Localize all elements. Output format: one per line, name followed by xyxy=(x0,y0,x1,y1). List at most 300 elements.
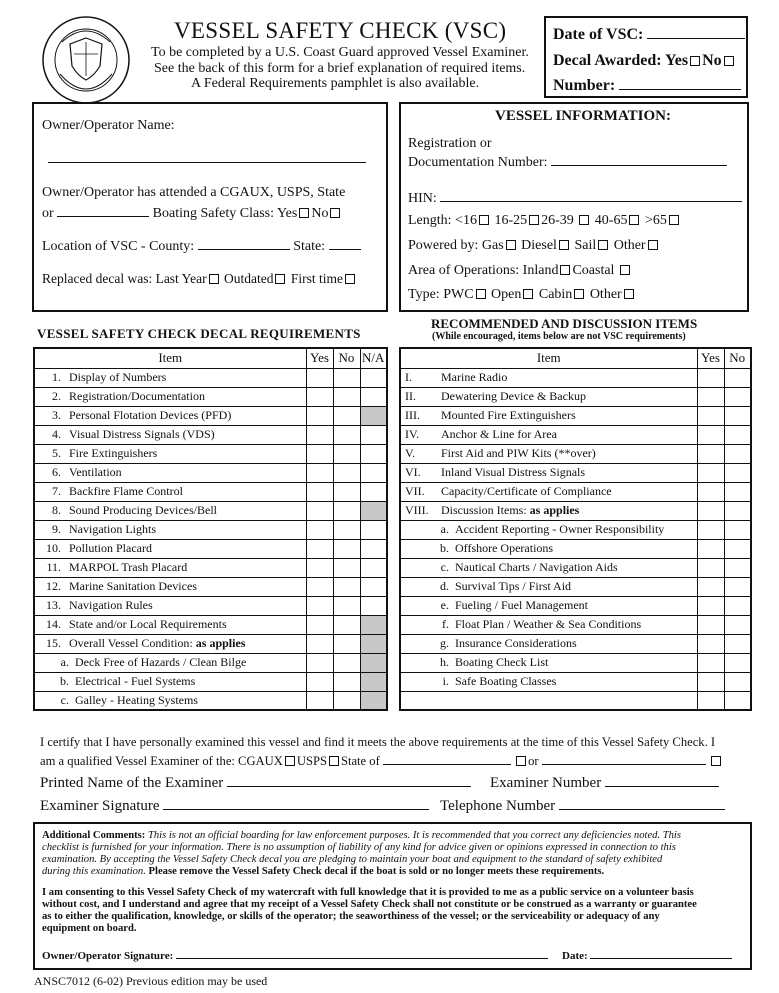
decal-na-cell[interactable] xyxy=(360,653,387,672)
decal-na-cell[interactable] xyxy=(360,596,387,615)
rec-no-cell[interactable] xyxy=(724,501,751,520)
decal-na-cell[interactable] xyxy=(360,368,387,387)
consent-line-3: as to either the qualification, knowledge, or skills of the operator; the seaworthiness of the vessel; or the serviceability or adequacy of any xyxy=(42,911,660,922)
table-row xyxy=(34,634,387,653)
rec-yes-cell[interactable] xyxy=(697,406,724,425)
decal-no-cell[interactable] xyxy=(333,406,360,425)
table-row xyxy=(34,558,387,577)
rec-no-cell[interactable] xyxy=(724,387,751,406)
rec-no-cell[interactable] xyxy=(724,520,751,539)
decal-yes-cell[interactable] xyxy=(306,558,333,577)
decal-na-cell[interactable] xyxy=(360,425,387,444)
class-no-checkbox[interactable] xyxy=(330,208,340,218)
item-number: c. xyxy=(440,560,449,574)
comments-line-3: examination. By accepting the Vessel Safety Check decal you are pledging to maintain your boat and equipment to the standard of safety exhibited xyxy=(42,854,663,865)
decal-yes-cell[interactable] xyxy=(306,691,333,710)
table-row xyxy=(34,596,387,615)
replaced-decal-row: Replaced decal was: Last Year Outdated First time xyxy=(42,271,357,287)
consent-line-2: without cost, and I understand and agree that my receipt of a Vessel Safety Check shall not constitute or be construed as a warranty or guarantee xyxy=(42,899,697,910)
table-row xyxy=(34,444,387,463)
rec-col-item-header: Item xyxy=(400,348,697,368)
attended-label: Owner/Operator has attended a CGAUX, USPS, State xyxy=(42,185,346,200)
item-label: Display of Numbers xyxy=(69,370,167,384)
recommended-items-table xyxy=(399,347,752,711)
decal-awarded-row: Decal Awarded: Yes No xyxy=(553,52,736,70)
examiner-number-field[interactable] xyxy=(605,774,719,787)
hin-field[interactable] xyxy=(440,189,742,202)
decal-item-cell xyxy=(34,444,306,463)
decal-na-cell[interactable] xyxy=(360,501,387,520)
table-row xyxy=(400,558,751,577)
decal-na-cell[interactable] xyxy=(360,615,387,634)
decal-na-cell[interactable] xyxy=(360,577,387,596)
cgaux-checkbox[interactable] xyxy=(285,756,295,766)
length-16-25-checkbox[interactable] xyxy=(529,215,539,225)
decal-item-cell xyxy=(34,539,306,558)
item-label: First Aid and PIW Kits (**over) xyxy=(441,446,596,460)
decal-no-cell[interactable] xyxy=(333,653,360,672)
decal-na-cell[interactable] xyxy=(360,520,387,539)
other-org-checkbox[interactable] xyxy=(711,756,721,766)
date-label: Date of VSC: xyxy=(553,26,745,44)
hin-row: HIN: xyxy=(408,189,742,207)
decal-number-field[interactable] xyxy=(619,77,741,90)
item-number: 13. xyxy=(46,598,61,612)
rec-yes-cell[interactable] xyxy=(697,520,724,539)
form-footer: ANSC7012 (6-02) Previous edition may be used xyxy=(34,974,268,988)
item-number: h. xyxy=(440,655,449,669)
rec-no-cell[interactable] xyxy=(724,577,751,596)
table-row xyxy=(34,672,387,691)
item-label: Registration/Documentation xyxy=(69,389,205,403)
table-row xyxy=(400,406,751,425)
item-label: Nautical Charts / Navigation Aids xyxy=(455,560,618,574)
decal-no-cell[interactable] xyxy=(333,482,360,501)
decal-item-cell xyxy=(34,634,306,653)
length-26-39-checkbox[interactable] xyxy=(579,215,589,225)
type-pwc-checkbox[interactable] xyxy=(476,289,486,299)
table-row xyxy=(34,425,387,444)
rec-item-cell xyxy=(400,691,697,710)
rec-no-cell[interactable] xyxy=(724,463,751,482)
item-number: 3. xyxy=(52,408,61,422)
decal-yes-cell[interactable] xyxy=(306,444,333,463)
item-number: g. xyxy=(440,636,449,650)
item-number: c. xyxy=(60,692,69,707)
decal-item-cell xyxy=(34,406,306,425)
examiner-number-row: Examiner Number xyxy=(490,774,719,792)
power-gas-checkbox[interactable] xyxy=(506,240,516,250)
table-row xyxy=(400,672,751,691)
decal-no-checkbox[interactable] xyxy=(724,56,734,66)
area-row: Area of Operations: Inland Coastal xyxy=(408,263,632,279)
decal-item-cell xyxy=(34,577,306,596)
decal-yes-cell[interactable] xyxy=(306,615,333,634)
rec-yes-cell[interactable] xyxy=(697,653,724,672)
decal-requirements-table xyxy=(33,347,388,711)
table-row xyxy=(34,501,387,520)
registration-field[interactable] xyxy=(551,153,727,166)
rec-yes-cell[interactable] xyxy=(697,691,724,710)
rec-item-cell xyxy=(400,463,697,482)
item-label: Sound Producing Devices/Bell xyxy=(69,503,217,517)
decal-no-cell[interactable] xyxy=(333,539,360,558)
decal-no-cell[interactable] xyxy=(333,615,360,634)
vessel-info-heading: VESSEL INFORMATION: xyxy=(495,108,672,124)
rec-yes-cell[interactable] xyxy=(697,482,724,501)
item-number: 11. xyxy=(46,560,61,574)
item-number: 15. xyxy=(46,636,61,650)
table-row xyxy=(34,387,387,406)
item-number: V. xyxy=(405,446,416,460)
type-cabin-checkbox[interactable] xyxy=(574,289,584,299)
length-row: Length: <16 16-25 26-39 40-65 >65 xyxy=(408,213,681,229)
owner-info-box xyxy=(32,102,388,312)
table-row xyxy=(400,501,751,520)
table-row xyxy=(34,691,387,710)
decal-yes-cell[interactable] xyxy=(306,387,333,406)
item-label: MARPOL Trash Placard xyxy=(69,560,188,574)
rec-yes-cell[interactable] xyxy=(697,387,724,406)
length-40-65-checkbox[interactable] xyxy=(629,215,639,225)
comments-line-4: during this examination. Please remove the Vessel Safety Check decal if the boat is sold or no longer meets these requirements. xyxy=(42,866,605,877)
rec-yes-cell[interactable] xyxy=(697,425,724,444)
date-field[interactable] xyxy=(647,26,745,39)
header-line-2: See the back of this form for a brief explanation of required items. xyxy=(154,61,526,76)
rec-no-cell[interactable] xyxy=(724,482,751,501)
decal-yes-cell[interactable] xyxy=(306,577,333,596)
item-label: Pollution Placard xyxy=(69,541,152,555)
rec-table-header xyxy=(400,348,751,368)
rec-yes-cell[interactable] xyxy=(697,672,724,691)
table-row xyxy=(400,615,751,634)
decal-no-cell[interactable] xyxy=(333,501,360,520)
decal-na-cell[interactable] xyxy=(360,444,387,463)
item-label: Anchor & Line for Area xyxy=(441,427,557,441)
item-number: a. xyxy=(440,522,449,536)
table-row xyxy=(400,691,751,710)
item-number: f. xyxy=(442,617,449,631)
outdated-checkbox[interactable] xyxy=(275,274,285,284)
examiner-signature-field[interactable] xyxy=(163,797,429,810)
rec-item-cell xyxy=(400,615,697,634)
table-row xyxy=(400,444,751,463)
usps-checkbox[interactable] xyxy=(329,756,339,766)
decal-na-cell[interactable] xyxy=(360,634,387,653)
rec-yes-cell[interactable] xyxy=(697,539,724,558)
item-label: Float Plan / Weather & Sea Conditions xyxy=(455,617,642,631)
table-row xyxy=(400,482,751,501)
item-label: Accident Reporting - Owner Responsibility xyxy=(455,522,665,536)
decal-yes-cell[interactable] xyxy=(306,596,333,615)
rec-no-cell[interactable] xyxy=(724,406,751,425)
last-year-checkbox[interactable] xyxy=(209,274,219,284)
item-label: Electrical - Fuel Systems xyxy=(75,674,196,688)
item-label: Deck Free of Hazards / Clean Bilge xyxy=(75,655,247,669)
decal-yes-checkbox[interactable] xyxy=(690,56,700,66)
item-number: I. xyxy=(405,370,412,384)
state-field[interactable] xyxy=(329,237,361,250)
vsc-date-box xyxy=(544,16,748,98)
comments-line-1: Additional Comments: This is not an official boarding for law enforcement purposes. It is recommended that you correct any deficiencies noted. This xyxy=(42,830,682,841)
table-row xyxy=(400,577,751,596)
item-label: Mounted Fire Extinguishers xyxy=(441,408,576,422)
rec-no-cell[interactable] xyxy=(724,539,751,558)
decal-na-cell[interactable] xyxy=(360,539,387,558)
col-yes-header: Yes xyxy=(306,348,333,368)
location-row: Location of VSC - County: State: xyxy=(42,237,361,255)
item-label: Fire Extinguishers xyxy=(69,446,158,460)
class-org-field[interactable] xyxy=(57,204,149,217)
decal-no-cell[interactable] xyxy=(333,444,360,463)
rec-no-cell[interactable] xyxy=(724,691,751,710)
item-number: 12. xyxy=(46,579,61,593)
rec-yes-cell[interactable] xyxy=(697,577,724,596)
decal-no-cell[interactable] xyxy=(333,634,360,653)
owner-signature-field[interactable] xyxy=(176,948,548,959)
decal-na-cell[interactable] xyxy=(360,558,387,577)
decal-no-cell[interactable] xyxy=(333,577,360,596)
rec-yes-cell[interactable] xyxy=(697,634,724,653)
rec-no-cell[interactable] xyxy=(724,634,751,653)
decal-item-cell xyxy=(34,368,306,387)
item-number: i. xyxy=(442,674,449,688)
rec-item-cell xyxy=(400,482,697,501)
safety-class-row: or Boating Safety Class: Yes No xyxy=(42,204,342,222)
decal-no-cell[interactable] xyxy=(333,558,360,577)
table-row xyxy=(400,539,751,558)
table-row xyxy=(34,539,387,558)
rec-yes-cell[interactable] xyxy=(697,596,724,615)
power-diesel-checkbox[interactable] xyxy=(559,240,569,250)
decal-yes-cell[interactable] xyxy=(306,520,333,539)
owner-name-field[interactable] xyxy=(48,150,366,163)
table-row xyxy=(400,368,751,387)
decal-item-cell xyxy=(34,463,306,482)
reg-label-1: Registration or xyxy=(408,136,492,151)
type-other-checkbox[interactable] xyxy=(624,289,634,299)
rec-no-cell[interactable] xyxy=(724,444,751,463)
decal-item-cell xyxy=(34,596,306,615)
length-lt16-checkbox[interactable] xyxy=(479,215,489,225)
item-label: Marine Sanitation Devices xyxy=(69,579,197,593)
decal-no-cell[interactable] xyxy=(333,520,360,539)
col-no-header: No xyxy=(333,348,360,368)
rec-item-cell xyxy=(400,596,697,615)
decal-yes-cell[interactable] xyxy=(306,539,333,558)
item-number: b. xyxy=(440,541,449,555)
decal-table-header xyxy=(34,348,387,368)
item-number: e. xyxy=(440,598,449,612)
item-number: 8. xyxy=(52,503,61,517)
decal-na-cell[interactable] xyxy=(360,406,387,425)
item-label: Insurance Considerations xyxy=(455,636,577,650)
rec-item-cell xyxy=(400,634,697,653)
decal-no-cell[interactable] xyxy=(333,463,360,482)
rec-no-cell[interactable] xyxy=(724,615,751,634)
table-row xyxy=(400,463,751,482)
rec-yes-cell[interactable] xyxy=(697,558,724,577)
decal-item-cell xyxy=(34,501,306,520)
item-number: b. xyxy=(60,674,69,688)
decal-na-cell[interactable] xyxy=(360,482,387,501)
rec-item-cell xyxy=(400,387,697,406)
decal-item-cell xyxy=(34,653,306,672)
additional-comments-box xyxy=(33,822,752,970)
item-label: Personal Flotation Devices (PFD) xyxy=(69,408,232,422)
item-label: Galley - Heating Systems xyxy=(75,692,198,707)
rec-yes-cell[interactable] xyxy=(697,463,724,482)
item-number: a. xyxy=(60,655,69,669)
table-row xyxy=(34,520,387,539)
rec-yes-cell[interactable] xyxy=(697,615,724,634)
consent-line-1: I am consenting to this Vessel Safety Check of my watercraft with full knowledge that it is provided to me as a public service on a volunteer basis xyxy=(42,887,694,898)
decal-no-cell[interactable] xyxy=(333,368,360,387)
rec-col-no-header: No xyxy=(724,348,751,368)
table-row xyxy=(400,387,751,406)
table-row xyxy=(34,615,387,634)
rec-item-cell xyxy=(400,444,697,463)
item-label: Ventilation xyxy=(69,465,122,479)
item-number: VII. xyxy=(405,484,425,498)
first-time-checkbox[interactable] xyxy=(345,274,355,284)
decal-requirements-heading: VESSEL SAFETY CHECK DECAL REQUIREMENTS xyxy=(37,326,361,341)
other-org-field[interactable] xyxy=(542,752,706,765)
col-na-header: N/A xyxy=(360,348,387,368)
certify-line-1: I certify that I have personally examined this vessel and find it meets the above requirements at the time of this Vessel Safety Check. I xyxy=(40,735,716,749)
item-number: 9. xyxy=(52,522,61,536)
rec-no-cell[interactable] xyxy=(724,558,751,577)
type-open-checkbox[interactable] xyxy=(523,289,533,299)
item-label: Navigation Rules xyxy=(69,598,153,612)
rec-item-cell xyxy=(400,520,697,539)
item-number: II. xyxy=(405,389,416,403)
recommended-heading: RECOMMENDED AND DISCUSSION ITEMS xyxy=(431,316,698,331)
powered-row: Powered by: Gas Diesel Sail Other xyxy=(408,238,660,254)
vessel-info-box xyxy=(399,102,749,312)
area-coastal-checkbox[interactable] xyxy=(620,265,630,275)
power-other-checkbox[interactable] xyxy=(648,240,658,250)
item-note: as applies xyxy=(195,636,246,650)
table-row xyxy=(400,596,751,615)
power-sail-checkbox[interactable] xyxy=(598,240,608,250)
state-checkbox[interactable] xyxy=(516,756,526,766)
owner-date-field[interactable] xyxy=(590,948,732,959)
decal-item-cell xyxy=(34,387,306,406)
decal-na-cell[interactable] xyxy=(360,691,387,710)
rec-item-cell xyxy=(400,672,697,691)
telephone-row: Telephone Number xyxy=(440,797,725,815)
item-number: 14. xyxy=(46,617,61,631)
decal-yes-cell[interactable] xyxy=(306,425,333,444)
item-number: III. xyxy=(405,408,420,422)
area-inland-checkbox[interactable] xyxy=(560,265,570,275)
item-label: Safe Boating Classes xyxy=(455,674,557,688)
table-row xyxy=(34,406,387,425)
recommended-subheading: (While encouraged, items below are not VSC requirements) xyxy=(432,331,686,342)
signature-row: Examiner Signature xyxy=(40,797,429,815)
item-label: Survival Tips / First Aid xyxy=(455,579,572,593)
decal-no-cell[interactable] xyxy=(333,691,360,710)
rec-no-cell[interactable] xyxy=(724,653,751,672)
comments-line-2: checklist is furnished for your information. There is no assumption of liability of any kind for advice given or opinions expressed in connection to this xyxy=(42,842,676,853)
rec-yes-cell[interactable] xyxy=(697,501,724,520)
rec-yes-cell[interactable] xyxy=(697,444,724,463)
length-gt65-checkbox[interactable] xyxy=(669,215,679,225)
item-label: Backfire Flame Control xyxy=(69,484,183,498)
item-label: Boating Check List xyxy=(455,655,549,669)
rec-item-cell xyxy=(400,558,697,577)
rec-item-cell xyxy=(400,425,697,444)
rec-no-cell[interactable] xyxy=(724,596,751,615)
decal-no-cell[interactable] xyxy=(333,672,360,691)
type-row: Type: PWC Open Cabin Other xyxy=(408,287,636,303)
item-number: 5. xyxy=(52,446,61,460)
table-row xyxy=(34,368,387,387)
item-number: IV. xyxy=(405,427,420,441)
item-label: Inland Visual Distress Signals xyxy=(441,465,586,479)
decal-yes-cell[interactable] xyxy=(306,634,333,653)
decal-item-cell xyxy=(34,691,306,710)
decal-no-cell[interactable] xyxy=(333,425,360,444)
item-number: VI. xyxy=(405,465,421,479)
form-title: VESSEL SAFETY CHECK (VSC) xyxy=(174,18,507,43)
decal-item-cell xyxy=(34,482,306,501)
item-number: 2. xyxy=(52,389,61,403)
decal-yes-cell[interactable] xyxy=(306,463,333,482)
item-label: Navigation Lights xyxy=(69,522,156,536)
decal-no-cell[interactable] xyxy=(333,387,360,406)
table-row xyxy=(34,463,387,482)
telephone-field[interactable] xyxy=(559,797,725,810)
decal-item-cell xyxy=(34,425,306,444)
class-yes-checkbox[interactable] xyxy=(299,208,309,218)
decal-item-cell xyxy=(34,558,306,577)
item-label: Fueling / Fuel Management xyxy=(455,598,588,612)
decal-na-cell[interactable] xyxy=(360,672,387,691)
decal-na-cell[interactable] xyxy=(360,463,387,482)
decal-yes-cell[interactable] xyxy=(306,501,333,520)
rec-no-cell[interactable] xyxy=(724,368,751,387)
printed-name-field[interactable] xyxy=(227,774,471,787)
rec-no-cell[interactable] xyxy=(724,425,751,444)
decal-yes-cell[interactable] xyxy=(306,368,333,387)
item-number: 4. xyxy=(52,427,61,441)
decal-yes-cell[interactable] xyxy=(306,672,333,691)
item-label: Capacity/Certificate of Compliance xyxy=(441,484,612,498)
table-row xyxy=(400,425,751,444)
rec-no-cell[interactable] xyxy=(724,672,751,691)
decal-yes-cell[interactable] xyxy=(306,653,333,672)
item-label: Marine Radio xyxy=(441,370,508,384)
decal-na-cell[interactable] xyxy=(360,387,387,406)
rec-item-cell xyxy=(400,501,697,520)
decal-no-cell[interactable] xyxy=(333,596,360,615)
rec-item-cell xyxy=(400,406,697,425)
rec-item-cell xyxy=(400,653,697,672)
rec-yes-cell[interactable] xyxy=(697,368,724,387)
table-row xyxy=(400,520,751,539)
item-label: State and/or Local Requirements xyxy=(69,617,227,631)
decal-yes-cell[interactable] xyxy=(306,482,333,501)
item-number: 6. xyxy=(52,465,61,479)
decal-yes-cell[interactable] xyxy=(306,406,333,425)
item-number: 7. xyxy=(52,484,61,498)
rec-item-cell xyxy=(400,368,697,387)
header-line-3: A Federal Requirements pamphlet is also available. xyxy=(191,76,480,91)
state-of-field[interactable] xyxy=(383,752,511,765)
county-field[interactable] xyxy=(198,237,290,250)
